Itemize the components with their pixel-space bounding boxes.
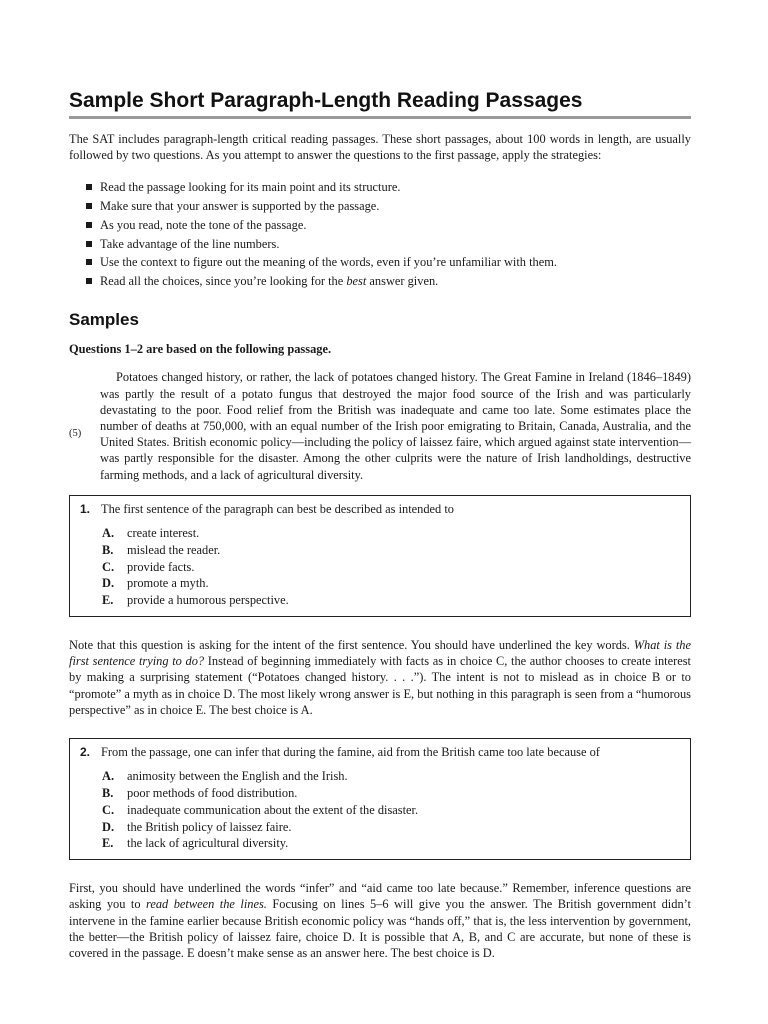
choice-letter: C. <box>102 802 115 817</box>
list-item-text: answer given. <box>366 273 439 288</box>
answer-choice[interactable] <box>102 819 680 835</box>
emphasis-text: read between the lines. <box>145 897 267 912</box>
list-item-text: Read the passage looking for its main point and its structure. <box>100 180 401 195</box>
list-item-text: As you read, note the tone of the passage. <box>100 217 307 232</box>
title-underline <box>69 116 691 119</box>
reading-passage: Potatoes changed history, or rather, the lack of potatoes changed history. The Great Famine in Ireland (1846–1849) was partly the result of a potato fungus that destroyed the major food source of the Irish and was particularly devastating to the poor. Food relief from the British was inadequate and came too late. Some estimates place the number of deaths at 750,000, with an equal number of the Irish poor emigrating to Britain, Canada, Australia, and the United States. British economic policy—including the policy of laissez faire, which argued against state intervention—was partly responsible for the disaster. Among the other culprits were the nature of Irish landholdings, destructive farming methods, and a lack of agricultural diversity. <box>100 370 691 482</box>
list-item-text: Use the context to figure out the meaning of the words, even if you’re unfamiliar with them. <box>100 255 557 270</box>
answer-choice[interactable] <box>102 575 680 591</box>
answer-choice[interactable] <box>102 525 680 541</box>
answer-choices <box>102 768 680 851</box>
question-text: The first sentence of the paragraph can best be described as intended to <box>101 501 454 516</box>
samples-heading: Samples <box>69 310 139 330</box>
list-item <box>86 217 691 233</box>
answer-choice[interactable] <box>102 802 680 818</box>
intro-paragraph: The SAT includes paragraph-length critical reading passages. These short passages, about 100 words in length, are usually followed by two questions. As you attempt to answer the questions to the first passage, apply the strategies: <box>69 132 691 163</box>
list-item-text: Make sure that your answer is supported by the passage. <box>100 199 380 214</box>
strategy-list <box>69 179 691 289</box>
list-item <box>86 254 691 270</box>
choice-letter: B. <box>102 785 114 800</box>
question-instruction: Questions 1–2 are based on the following passage. <box>69 342 332 357</box>
list-item <box>86 236 691 252</box>
page-title: Sample Short Paragraph-Length Reading Passages <box>69 89 583 112</box>
square-bullet-icon <box>86 222 92 228</box>
explanation-text: Note that this question is asking for the intent of the first sentence. You should have underlined the key words. <box>69 637 634 652</box>
choice-letter: D. <box>102 576 115 591</box>
choice-text: provide a humorous perspective. <box>127 593 289 608</box>
list-item <box>86 198 691 214</box>
answer-choice[interactable] <box>102 592 680 608</box>
choice-letter: A. <box>102 769 115 784</box>
choice-letter: D. <box>102 819 115 834</box>
choice-letter: E. <box>102 593 114 608</box>
square-bullet-icon <box>86 241 92 247</box>
answer-choice[interactable] <box>102 559 680 575</box>
choice-text: the British policy of laissez faire. <box>127 819 292 834</box>
list-item-text: Read all the choices, since you’re looking for the <box>100 273 347 288</box>
square-bullet-icon <box>86 259 92 265</box>
answer-choice[interactable] <box>102 542 680 558</box>
explanation-text: First, you should have underlined the words “infer” and “aid came too late because.” Remember, inference questions are asking you to <box>69 881 691 912</box>
question-1-box <box>69 495 691 617</box>
answer-choice[interactable] <box>102 768 680 784</box>
choice-text: the lack of agricultural diversity. <box>127 836 289 851</box>
explanation-text: Instead of beginning immediately with facts as in choice C, the author chooses to create interest by making a surprising statement (“Potatoes changed history. . . .”). The intent is not to mislead as in choice B or to “promote” a myth as in choice D. The most likely wrong answer is E, but nothing in this paragraph is seen from a “humorous perspective” as in choice E. The best choice is A. <box>69 654 691 717</box>
question-number: 1. <box>80 501 91 516</box>
question-2-box <box>69 738 691 860</box>
choice-text: provide facts. <box>127 559 195 574</box>
emphasis-text: What is the first sentence trying to do? <box>69 637 691 669</box>
choice-text: mislead the reader. <box>127 542 221 557</box>
answer-choice[interactable] <box>102 835 680 851</box>
choice-text: create interest. <box>127 525 200 540</box>
explanation-2 <box>69 880 691 961</box>
question-stem <box>80 501 680 517</box>
list-item <box>86 179 691 195</box>
passage-block <box>69 369 691 482</box>
choice-letter: B. <box>102 542 114 557</box>
explanation-text: Focusing on lines 5–6 will give you the answer. The British government didn’t intervene in the famine earlier because British economic policy was “hands off,” that is, the less intervention by government, the better—the British policy of laissez faire, choice D. It is possible that A, B, and C are accurate, but none of these is covered in the passage. E doesn’t make sense as an answer here. The best choice is D. <box>69 897 691 960</box>
line-number: (5) <box>69 428 82 440</box>
list-item <box>86 273 691 289</box>
explanation-1 <box>69 637 691 718</box>
square-bullet-icon <box>86 203 92 209</box>
choice-text: poor methods of food distribution. <box>127 785 298 800</box>
answer-choices <box>102 525 680 608</box>
square-bullet-icon <box>86 184 92 190</box>
question-stem <box>80 744 680 760</box>
choice-text: animosity between the English and the Irish. <box>127 769 348 784</box>
choice-text: promote a myth. <box>127 576 209 591</box>
page <box>69 88 691 961</box>
emphasis-text: best <box>346 273 367 288</box>
square-bullet-icon <box>86 278 92 284</box>
question-number: 2. <box>80 744 91 759</box>
choice-letter: C. <box>102 559 115 574</box>
question-text: From the passage, one can infer that during the famine, aid from the British came too late because of <box>101 744 600 759</box>
choice-text: inadequate communication about the extent of the disaster. <box>127 802 419 817</box>
list-item-text: Take advantage of the line numbers. <box>100 236 280 251</box>
choice-letter: A. <box>102 525 115 540</box>
choice-letter: E. <box>102 836 114 851</box>
answer-choice[interactable] <box>102 785 680 801</box>
